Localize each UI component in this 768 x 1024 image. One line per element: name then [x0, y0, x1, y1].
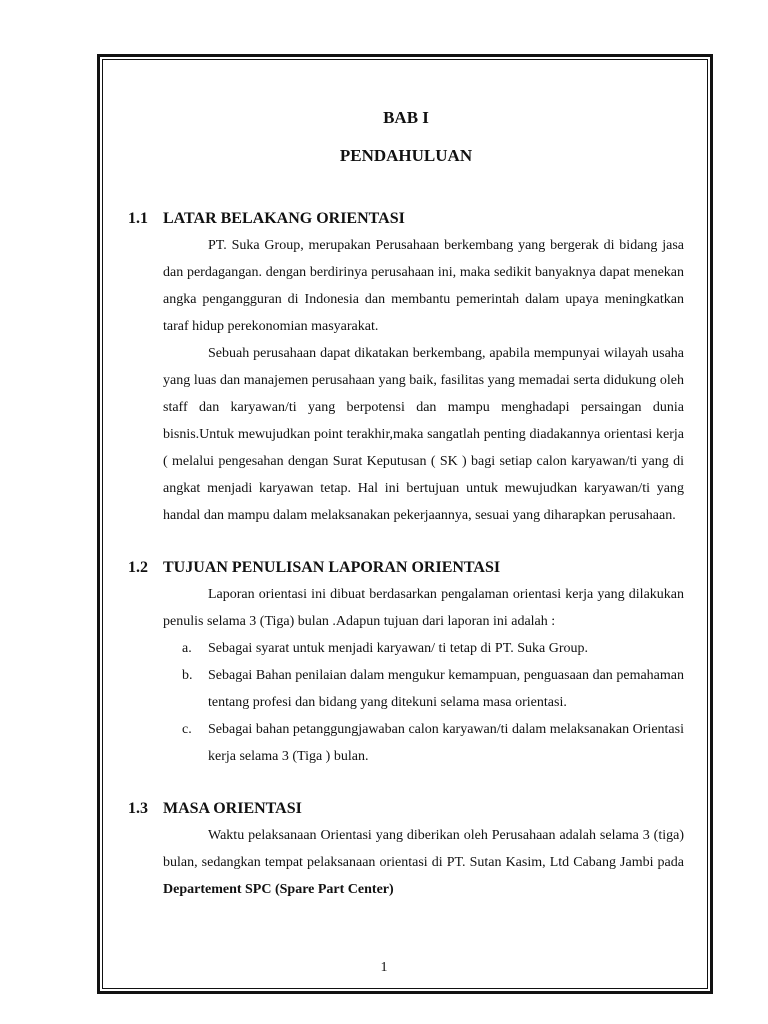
list-text: Sebagai Bahan penilaian dalam mengukur kemampuan, penguasaan dan pemahaman tentang profesi dan bidang yang ditekuni selama masa orientasi.: [208, 668, 684, 710]
paragraph: PT. Suka Group, merupakan Perusahaan berkembang yang bergerak di bidang jasa dan perdagangan. dengan berdirinya perusahaan ini, maka sedikit banyaknya dapat menekan angka pengangguran di Indonesia dan membantu pemerintah dalam upaya meningkatkan taraf hidup perekonomian masyarakat.: [163, 238, 684, 334]
paragraph: [128, 822, 684, 903]
page-number: 1: [380, 960, 388, 975]
list-marker: a.: [182, 641, 192, 656]
list-marker: b.: [182, 668, 193, 683]
paragraph: Laporan orientasi ini dibuat berdasarkan pengalaman orientasi kerja yang dilakukan penulis selama 3 (Tiga) bulan .Adapun tujuan dari laporan ini adalah :: [163, 587, 684, 629]
section-1-3: [128, 800, 684, 903]
objectives-list: [128, 635, 684, 770]
section-title: LATAR BELAKANG ORIENTASI: [163, 210, 405, 227]
section-1-2: [128, 559, 684, 770]
list-marker: c.: [182, 722, 192, 737]
section-number: 1.3: [128, 800, 148, 817]
chapter-label: BAB I: [383, 108, 429, 127]
paragraph-text: Waktu pelaksanaan Orientasi yang diberikan oleh Perusahaan adalah selama 3 (tiga) bulan, sedangkan tempat pelaksanaan orientasi di PT. Sutan Kasim, Ltd Cabang Jambi pada: [163, 828, 684, 870]
list-item: [163, 662, 684, 716]
section-title: MASA ORIENTASI: [163, 800, 302, 817]
list-item: [163, 635, 684, 662]
chapter-title: PENDAHULUAN: [339, 146, 473, 165]
paragraph: Sebuah perusahaan dapat dikatakan berkembang, apabila mempunyai wilayah usaha yang luas dan manajemen perusahaan yang baik, fasilitas yang memadai serta didukung oleh staff dan karyawan/ti yang berpotensi dan mampu menghadapi persaingan dunia bisnis.Untuk mewujudkan point terakhir,maka sangatlah penting diadakannya orientasi kerja ( melalui pengesahan dengan Surat Keputusan ( SK ) bagi setiap calon karyawan/ti yang di angkat menjadi karyawan tetap. Hal ini bertujuan untuk mewujudkan karyawan/ti yang handal dan mampu dalam melaksanakan pekerjaannya, sesuai yang diharapkan perusahaan.: [163, 346, 684, 523]
document-body: [128, 104, 684, 903]
section-heading: [128, 559, 684, 577]
list-text: Sebagai bahan petanggungjawaban calon karyawan/ti dalam melaksanakan Orientasi kerja selama 3 (Tiga ) bulan.: [208, 722, 684, 764]
section-1-1: [128, 210, 684, 529]
section-number: 1.2: [128, 559, 148, 576]
section-title: TUJUAN PENULISAN LAPORAN ORIENTASI: [163, 559, 501, 576]
section-number: 1.1: [128, 210, 148, 227]
department-name: Departement SPC (Spare Part Center): [163, 882, 394, 897]
list-item: [163, 716, 684, 770]
section-heading: [128, 210, 684, 228]
section-heading: [128, 800, 684, 818]
list-text: Sebagai syarat untuk menjadi karyawan/ ti tetap di PT. Suka Group.: [208, 641, 588, 656]
